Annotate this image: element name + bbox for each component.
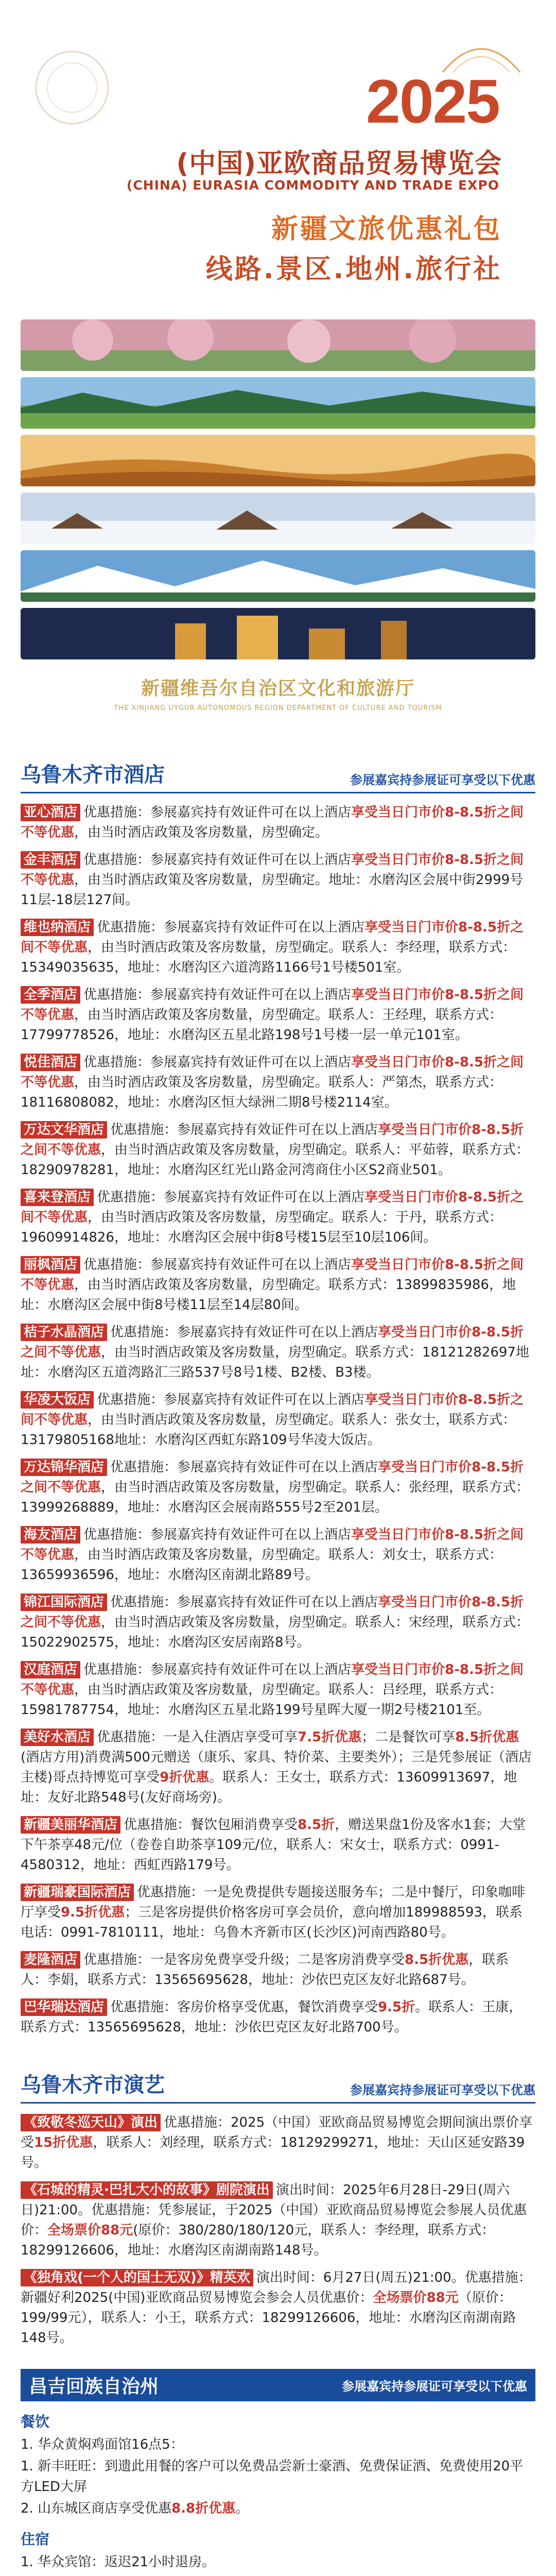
scenery-photo [21,550,535,602]
changji-header [21,2369,535,2401]
show-description: 演出时间：2025年6月28日-29日(周六日)21:00。优惠措施：凭参展证，于2025（中国）亚欧商品贸易博览会参展人员优惠价：全场票价88元(原价：380/280/180/120元，联系人：李经理，联系方式：18299126606，地址：水磨沟区南湖南路148号。 [21,2182,527,2258]
hotels-title: 乌鲁木齐市酒店 [21,763,165,787]
hotel-entry [21,1458,535,1518]
discount-highlight: 享受当日门市价8-8.5折之间不等优惠 [21,1190,524,1225]
scenery-photo [21,319,535,371]
discount-highlight: 全场票价88元 [47,2223,133,2238]
show-list [21,2113,535,2348]
hotel-entry [21,1255,535,1315]
discount-highlight: 享受当日门市价8-8.5折之间不等优惠 [21,1527,524,1563]
hotel-name-tag: 金丰酒店 [21,851,80,869]
hotel-entry [21,1997,535,2038]
hotel-name-tag: 海友酒店 [21,1526,80,1544]
hotel-name-tag: 巴华瑞达酒店 [21,1998,107,2016]
discount-highlight: 9折优惠 [160,1770,210,1785]
discount-highlight: 享受当日门市价8-8.5折之间不等优惠 [21,1055,524,1090]
discount-highlight: 享受当日门市价8-8.5折之间不等优惠 [21,987,524,1023]
changji-subsection-heading: 住宿 [21,2531,50,2548]
hotel-list [21,803,535,2038]
hotel-description: 优惠措施：参展嘉宾持有效证件可在以上酒店享受当日门市价8-8.5折之间不等优惠，由当时酒店政策及客房数量，房型确定。联系人：严第杰，联系方式：18116808082，地址：水磨沟区恒大绿洲二期8号楼2114室。 [21,1055,524,1110]
hotel-entry [21,1525,535,1585]
hotel-description: 优惠措施：一是免费提供专题接送服务车；二是中餐厅，印象咖啡厅享受9.5折优惠；三是客房提供价格客房可享会员价，意向增加189988593，联系电话：0991-7810111，地址：乌鲁木齐新市区(长沙区)河南西路80号。 [21,1885,526,1940]
discount-highlight: 7.5折优惠 [298,1730,362,1745]
hotel-description: 优惠措施：一是客房免费享受升级；二是客房消费享受8.5折优惠，联系人：李娟，联系方式：13565695628，地址：沙依巴克区友好北路687号。 [21,1952,509,1988]
hotel-description: 优惠措施：餐饮包厢消费享受8.5折，赠送果盘1份及客水1套；大堂下午茶享48元/位（卷卷自助茶享109元/位，联系人：宋女士，联系方式：0991-4580312，地址：西虹西路179号。 [21,1817,526,1873]
hotel-description: 优惠措施：参展嘉宾持有效证件可在以上酒店享受当日门市价8-8.5折之间不等优惠，由当时酒店政策及客房数量，房型确定。联系方式：18121282697地址：水磨沟区五道湾路汇三路537号8号1楼、B2楼、B3楼。 [21,1325,529,1380]
hotel-description: 优惠措施：参展嘉宾持有效证件可在以上酒店享受当日门市价8-8.5折之间不等优惠，由当时酒店政策及客房数量，房型确定。地址：水磨沟区会展中街2999号11层-18层127间。 [21,852,524,908]
discount-highlight: 享受当日门市价8-8.5折之间不等优惠 [21,852,524,888]
hotel-entry [21,918,535,978]
changji-section [0,2369,556,2576]
discount-highlight: 享受当日门市价8-8.5折之间不等优惠 [21,1257,524,1293]
show-name-tag: 《独角戏(一个人的国士无双)》精英欢 [21,2269,253,2286]
show-description: 演出时间：6月27日(周五)21:00。优惠措施：新疆好利2025(中国)亚欧商品贸易博览会参会人员优惠价：全场票价88元（原价：199/99元），联系人：小王，联系方式：18299126606，地址：水磨沟区南湖南路148号。 [21,2270,532,2346]
shows-title: 乌鲁木齐市演艺 [21,2073,165,2097]
hotel-entry [21,1120,535,1180]
hotel-description: 优惠措施：参展嘉宾持有效证件可在以上酒店享受当日门市价8-8.5折之间不等优惠，由当时酒店政策及客房数量，房型确定。联系人：张经理，联系方式：13999268889，地址：水磨沟区会展南路555号2至201层。 [21,1460,530,1515]
discount-highlight: 全场票价88元 [373,2290,459,2306]
hotel-entry [21,1815,535,1875]
changji-line [21,2573,535,2576]
hotel-description: 优惠措施：参展嘉宾持有效证件可在以上酒店享受当日门市价8-8.5折之间不等优惠，由当时酒店政策及客房数量，房型确定。联系人：宋经理，联系方式：15022902575，地址：水磨沟区安居南路8号。 [21,1595,530,1650]
discount-highlight: 8.5折优惠 [405,1952,469,1968]
hotel-entry [21,1390,535,1450]
expo-year: 2025 [366,67,499,136]
hotel-entry [21,850,535,910]
hotel-name-tag: 亚心酒店 [21,804,80,821]
discount-highlight: 享受当日门市价8-8.5折之间不等优惠 [21,1595,524,1630]
hotels-section [0,758,556,2038]
promo-title: 新疆文旅优惠礼包 [271,214,502,245]
hotel-entry [21,1660,535,1720]
discount-highlight: 享受当日门市价8-8.5折之间不等优惠 [21,1325,524,1360]
hotel-entry [21,1883,535,1943]
hotel-description: 优惠措施：参展嘉宾持有效证件可在以上酒店享受当日门市价8-8.5折之间不等优惠，由当时酒店政策及客房数量，房型确定。联系人：平茹蓉，联系方式：18290978281，地址：水磨沟区红光山路金河湾商住小区S2商业501。 [21,1122,530,1178]
expo-title-cn: (中国)亚欧商品贸易博览会 [176,148,502,179]
hotel-description: 优惠措施：一是入住酒店享受可享7.5折优惠；二是餐饮可享8.5折优惠(酒店方用)消费满500元赠送（康乐、家具、特价菜、主要类外）；三是凭参展证（酒店主楼)哥点持博览可享受9折优惠。联系人：王女士，联系方式：13609913697，地址：友好北路548号(友好商场旁)。 [21,1730,532,1805]
hotel-name-tag: 美好水酒店 [21,1728,94,1746]
changji-note: 参展嘉宾持参展证可享受以下优惠 [342,2379,527,2394]
discount-highlight: 9.5折 [378,1999,415,2015]
promo-subtitle: 线路.景区.地州.旅行社 [205,254,502,285]
scenery-photo [21,493,535,544]
changji-line: 1. 华众宾馆：返迟21小时退房。 [21,2554,216,2570]
hotel-name-tag: 麦隆酒店 [21,1951,80,1969]
scenery-photo-strip [21,319,535,712]
show-entry [21,2113,535,2173]
show-name-tag: 《致敬冬巡天山》演出 [21,2114,161,2131]
changji-line: 1. 华众黄焖鸡面馆16点5： [21,2437,184,2452]
discount-highlight: 8.8折优惠 [171,2501,236,2516]
discount-highlight: 享受当日门市价8-8.5折之间不等优惠 [21,1460,524,1495]
hotel-description: 优惠措施：参展嘉宾持有效证件可在以上酒店享受当日门市价8-8.5折之间不等优惠，由当时酒店政策及客房数量，房型确定。联系人：王经理，联系方式：17799778526，地址：水磨沟区五星北路198号1号楼一层一单元101室。 [21,987,524,1043]
hotel-name-tag: 锦江国际酒店 [21,1594,107,1611]
scenery-photo [21,377,535,429]
hotel-name-tag: 丽枫酒店 [21,1256,80,1274]
changji-body [0,2411,556,2576]
show-entry [21,2180,535,2261]
hotel-name-tag: 全季酒店 [21,986,80,1004]
hotel-name-tag: 华凌大饭店 [21,1391,94,1409]
show-description: 优惠措施：2025（中国）亚欧商品贸易博览会期间演出票价享受15折优惠，联系人：刘经理，联系方式：18129299271，地址：天山区延安路39号。 [21,2115,533,2171]
organizer-name-en: THE XINJIANG UYGUR AUTONOMOUS REGION DEPARTMENT OF CULTURE AND TOURISM [114,704,442,712]
discount-highlight: 享受当日门市价8-8.5折之间不等优惠 [21,1122,524,1158]
hotel-name-tag: 悦佳酒店 [21,1054,80,1071]
hotel-name-tag: 喜来登酒店 [21,1189,94,1206]
discount-highlight: 享受当日门市价8-8.5折之间不等优惠 [21,1392,524,1428]
hotels-header [21,758,535,793]
hotel-entry [21,1592,535,1653]
hero-banner [0,0,556,319]
hotel-entry [21,1188,535,1248]
changji-title: 昌吉回族自治州 [29,2376,159,2397]
hotel-entry [21,985,535,1045]
discount-highlight: 8.5折优惠 [455,1730,519,1745]
shows-note: 参展嘉宾持参展证可享受以下优惠 [350,2083,535,2097]
changji-subsection-body [21,2434,535,2519]
hotel-name-tag: 维也纳酒店 [21,919,94,936]
hotel-entry [21,803,535,843]
discount-highlight: 15折优惠 [34,2135,93,2150]
hotel-name-tag: 新疆美丽华酒店 [21,1816,120,1834]
discount-highlight: 享受当日门市价8-8.5折之间不等优惠 [21,1662,524,1698]
scenery-photo [21,435,535,486]
hotel-entry [21,1727,535,1808]
hotels-note: 参展嘉宾持参展证可享受以下优惠 [350,773,535,787]
changji-line: 2. 山东城区商店享受优惠8.8折优惠。 [21,2501,249,2516]
hotel-name-tag: 万达文华酒店 [21,1121,107,1139]
hotel-description: 优惠措施：参展嘉宾持有效证件可在以上酒店享受当日门市价8-8.5折之间不等优惠，由当时酒店政策及客房数量，房型确定。联系人：李经理，联系方式：15349035635，地址：水磨沟区六道湾路1166号1号楼501室。 [21,920,524,975]
hotel-description: 优惠措施：参展嘉宾持有效证件可在以上酒店享受当日门市价8-8.5折之间不等优惠，由当时酒店政策及客房数量，房型确定。联系人：于丹，联系方式：19609914826，地址：水磨沟区会展中街8号楼15层至10层106间。 [21,1190,524,1245]
hotel-name-tag: 新疆瑞豪国际酒店 [21,1884,134,1901]
hotel-entry [21,1950,535,1990]
discount-highlight: 9.5折优惠 [61,1905,125,1920]
show-name-tag: 《石城的精灵·巴扎大小的故事》剧院演出 [21,2181,273,2199]
shows-section [0,2069,556,2348]
discount-highlight: 8.5折 [298,1817,335,1833]
hotel-description: 优惠措施：参展嘉宾持有效证件可在以上酒店享受当日门市价8-8.5折之间不等优惠，由当时酒店政策及客房数量，房型确定。联系方式：13899835986，地址：水磨沟区会展中街8号楼11层至14层80间。 [21,1257,524,1313]
organizer-name-cn: 新疆维吾尔自治区文化和旅游厅 [141,678,415,699]
hotel-description: 优惠措施：参展嘉宾持有效证件可在以上酒店享受当日门市价8-8.5折之间不等优惠，由当时酒店政策及客房数量，房型确定。 [21,805,524,840]
show-entry [21,2268,535,2348]
hotel-name-tag: 桔子水晶酒店 [21,1324,107,1341]
hotel-description: 优惠措施：客房价格享受优惠，餐饮消费享受9.5折。联系人：王康，联系方式：13565695628，地址：沙依巴克区友好北路700号。 [21,1999,523,2035]
decorative-ornament-icon [31,46,113,129]
hotel-name-tag: 万达锦华酒店 [21,1459,107,1476]
discount-highlight: 享受当日门市价8-8.5折之间不等优惠 [21,805,524,840]
organizer [21,674,535,712]
hotel-description: 优惠措施：参展嘉宾持有效证件可在以上酒店享受当日门市价8-8.5折之间不等优惠，由当时酒店政策及客房数量，房型确定。联系人：刘女士，联系方式：13659936596，地址：水磨沟区南湖北路89号。 [21,1527,524,1583]
scenery-photo [21,608,535,659]
hotel-description: 优惠措施：参展嘉宾持有效证件可在以上酒店享受当日门市价8-8.5折之间不等优惠，由当时酒店政策及客房数量，房型确定。联系人：吕经理，联系方式：15981787754，地址：水磨沟区五星北路199号星晖大厦一期2号楼2101至。 [21,1662,524,1718]
hotel-name-tag: 汉庭酒店 [21,1661,80,1679]
hotel-entry [21,1323,535,1383]
expo-title-en: (CHINA) EURASIA COMMODITY AND TRADE EXPO [126,178,499,193]
discount-highlight: 享受当日门市价8-8.5折之间不等优惠 [21,920,524,955]
changji-line: 1. 新丰旺旺：到遗此用餐的客户可以免费品尝新士豪酒、免费保证酒、免费使用20平方LED大屏 [21,2459,524,2495]
shows-header [21,2069,535,2104]
hotel-description: 优惠措施：参展嘉宾持有效证件可在以上酒店享受当日门市价8-8.5折之间不等优惠，由当时酒店政策及客房数量，房型确定。联系人：张女士，联系方式：13179805168地址：水磨沟区西虹东路109号华凌大饭店。 [21,1392,524,1448]
changji-subsection-body [21,2552,535,2576]
hotel-entry [21,1053,535,1113]
changji-subsection-heading: 餐饮 [21,2413,50,2430]
